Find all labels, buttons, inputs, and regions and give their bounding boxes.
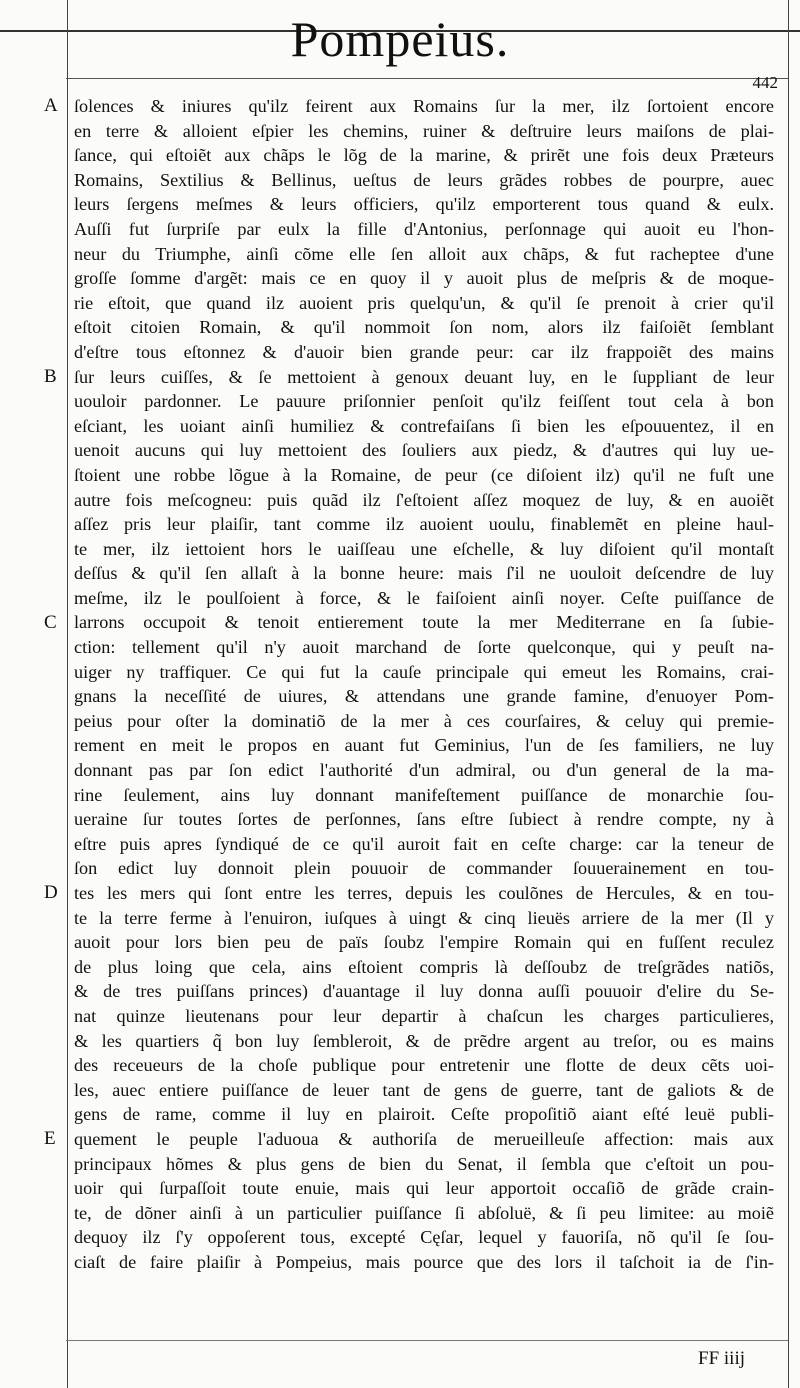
text-line: ſolences & iniures qu'ilz feirent aux Romains ſur la mer, ilz ſortoient encore — [74, 96, 774, 116]
text-line: rie eſtoit, que quand ilz auoient pris quelqu'un, & qu'il ſe prenoit à crier qu'il — [74, 292, 774, 313]
text-line: quement le peuple l'aduoua & authoriſa de merueilleuſe affection: mais aux — [74, 1128, 774, 1149]
text-line: eſtoit citoien Romain, & qu'il nommoit ſon nom, alors ilz faiſoiẽt ſemblant — [74, 317, 774, 338]
margin-marker: A — [44, 95, 58, 116]
text-line: d'eſtre tous eſtonnez & d'auoir bien grande peur: car ilz frappoiẽt des mains — [74, 341, 774, 362]
header-rule — [66, 78, 788, 79]
text-line: te mer, ilz iettoient hors le uaiſſeau une eſchelle, & luy diſoient qu'il montaſt — [74, 538, 774, 559]
text-line: uiger ny traffiquer. Ce qui fut la cauſe principale qui emeut les Romains, crai- — [74, 661, 774, 682]
text-line: Romains, Sextilius & Bellinus, ueſtus de leurs grãdes robbes de pourpre, auec — [74, 169, 774, 190]
text-line: ueraine ſur toutes ſortes de perſonnes, ſans eſtre ſubiect à rendre compte, ny à — [74, 809, 774, 830]
text-line: & de tres puiſſans princes) d'auantage il luy donna auſſi pouuoir d'elire du Se- — [74, 981, 774, 1002]
text-line: meſme, ilz le poulſoient à force, & le faiſoient ainſi noyer. Ceſte puiſſance de — [74, 587, 774, 608]
text-line: uenoit aucuns qui luy mettoient des ſouliers aux piedz, & d'autres qui luy ue- — [74, 440, 774, 461]
text-line: aſſez pris leur plaiſir, tant comme ilz auoient uoulu, finablemẽt en pleine haul- — [74, 514, 774, 535]
folio-number: 442 — [752, 73, 778, 92]
text-line: eſciant, les uoiant ainſi humiliez & contrefaiſans ſi bien les eſpouuentez, il en — [74, 415, 774, 436]
bottom-rule — [66, 1340, 788, 1341]
text-line: uoir qui ſurpaſſoit toute enuie, mais qui leur apportoit occaſiõ de grãde crain- — [74, 1178, 774, 1199]
text-line: des receueurs de la choſe publique pour entretenir une flotte de deux cẽts uoi- — [74, 1055, 774, 1076]
text-line: eſtre puis apres ſyndiqué de ce qu'il auroit fait en ceſte charge: car la teneur de — [74, 833, 774, 854]
text-line: nat quinze lieutenans pour leur departir à chaſcun les charges particulieres, — [74, 1005, 774, 1026]
text-line: ction: tellement qu'il n'y auoit marchand de ſorte quelconque, qui y peuſt na- — [74, 637, 774, 658]
text-line: de plus loing que cela, ains eſtoient compris là deſſoubz de treſgrãdes natiõs, — [74, 956, 774, 977]
text-line: les, auec entiere puiſſance de leuer tant de gens de guerre, tant de galiots & de — [74, 1079, 774, 1100]
signature-mark: FF iiij — [698, 1348, 745, 1369]
text-line: peius pour oſter la dominatiõ de la mer à ces courſaires, & celuy qui premie- — [74, 710, 774, 731]
margin-marker: B — [44, 365, 57, 387]
text-line: gnans la neceſſité de uiures, & attendans une grande famine, d'enuoyer Pom- — [74, 686, 774, 707]
text-line: & les quartiers q̃ bon luy ſembleroit, & de prẽdre argent au treſor, ou es mains — [74, 1030, 774, 1051]
margin-marker: D — [44, 882, 58, 904]
text-line: ſur leurs cuiſſes, & ſe mettoient à genoux deuant luy, en le ſuppliant de leur — [74, 366, 774, 387]
text-line: principaux hõmes & plus gens de bien du Senat, il ſembla que c'eſtoit un pou- — [74, 1153, 774, 1174]
text-line: ciaſt de faire plaiſir à Pompeius, mais pource que des lors il taſchoit ia de ſ'in- — [74, 1251, 774, 1272]
text-line: auoit pour lors bien peu de païs ſoubz l'empire Romain qui en fuſſent reculez — [74, 932, 774, 953]
text-line: ſtoient une robbe lõgue à la Romaine, de peur (ce diſoient ilz) qu'il ne fuſt une — [74, 464, 774, 485]
text-line: rine ſeulement, ains luy donnant manifeſtement puiſſance de monarchie ſou- — [74, 784, 774, 805]
text-line: leurs ſergens meſmes & leurs officiers, qu'ilz emporterent tous quand & eulx. — [74, 194, 774, 215]
text-line: autre fois meſcogneu: puis quãd ilz ſ'eſtoient aſſez moquez de luy, & en auoiẽt — [74, 489, 774, 510]
running-head: Pompeius. — [290, 11, 510, 67]
margin-marker: E — [44, 1128, 56, 1150]
text-line: deſſus & qu'il ſen allaſt à la bonne heure: mais ſ'il ne uouloit deſcendre de luy — [74, 563, 774, 584]
body-text — [74, 94, 774, 1275]
text-line: dequoy ilz ſ'y oppoſerent tous, excepté Cęſar, lequel y fauoriſa, nõ qu'il ſe ſou- — [74, 1227, 774, 1248]
margin-marker: C — [44, 611, 57, 633]
text-line: larrons occupoit & tenoit entierement toute la mer Mediterrane en ſa ſubie- — [74, 612, 774, 633]
text-line: ſon edict luy donnoit plein pouuoir de commander ſouuerainement en tou- — [74, 858, 774, 879]
text-line: groſſe ſomme d'argẽt: mais ce en quoy il y auoit plus de meſpris & de moque- — [74, 268, 774, 289]
text-line: uouloir pardonner. Le pauure priſonnier penſoit qu'ilz feiſſent tout cela à bon — [74, 391, 774, 412]
left-margin-rule — [67, 0, 68, 1388]
text-line: neur du Triumphe, ainſi cõme elle ſen alloit aux chãps, & fut racheptee d'une — [74, 243, 774, 264]
text-line: ſance, qui eſtoiẽt aux chãps le lõg de la marine, & prirẽt une fois deux Præteurs — [74, 145, 774, 166]
text-line: en terre & alloient eſpier les chemins, ruiner & deſtruire leurs maiſons de plai- — [74, 120, 774, 141]
text-line: te, de dõner ainſi à un particulier puiſſance ſi abſoluë, & ſi peu limitee: au moiẽ — [74, 1202, 774, 1223]
right-margin-rule — [788, 0, 789, 1388]
text-line: gens de rame, comme il luy en plairoit. Ceſte propoſitiõ aiant eſté leuë publi- — [74, 1104, 774, 1125]
text-line: donnant pas par ſon edict l'authorité d'un admiral, ou d'un general de la ma- — [74, 760, 774, 781]
text-line: rement en meit le propos en auant fut Geminius, l'un de ſes familiers, ne luy — [74, 735, 774, 756]
text-line: tes les mers qui ſont entre les terres, depuis les coulõnes de Hercules, & en tou- — [74, 883, 774, 903]
text-line: te la terre ferme à l'enuiron, iuſques à uingt & cinq lieuës arriere de la mer (Il y — [74, 907, 774, 928]
text-line: Auſſi fut ſurpriſe par eulx la fille d'Antonius, perſonnage qui auoit eu l'hon- — [74, 218, 774, 239]
